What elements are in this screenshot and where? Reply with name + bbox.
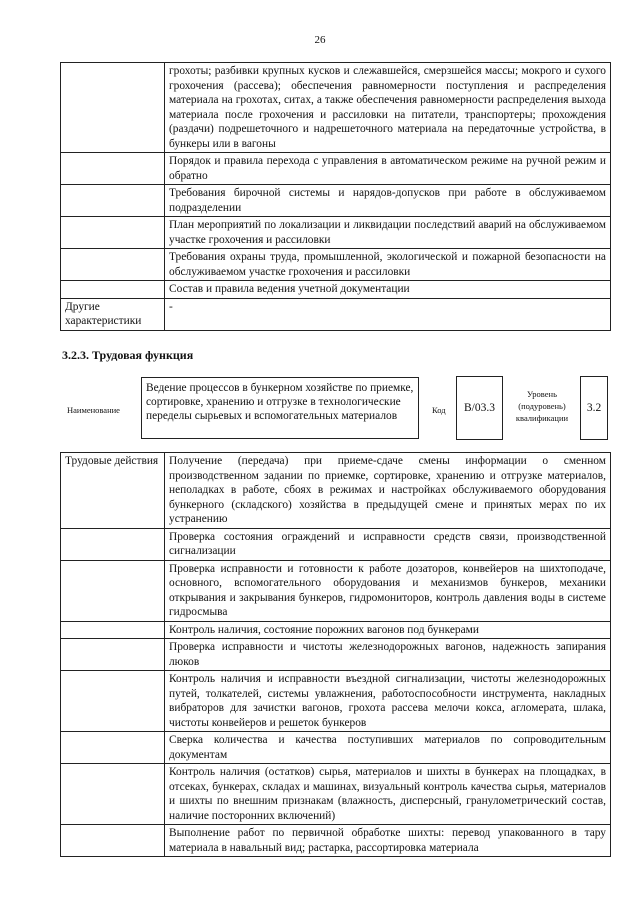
- table-row: [61, 249, 611, 281]
- row-label: [61, 249, 165, 281]
- table-row: [61, 217, 611, 249]
- qualification-level-label: Уровень (подуровень) квалификации: [515, 389, 569, 423]
- row-label-empty: [61, 825, 165, 857]
- action-text: Контроль наличия и исправности въездной сигнализации, чистоты железнодорожных путей, толкателей, системы увлажнения, работоспособности инструмента, накладных вибраторов для зачистки вагонов, грохота рассева мелочи кокса, агломерата, шлака, чистоты конвейеров и решеток бункеров: [165, 671, 611, 732]
- action-text: Контроль наличия (остатков) сырья, материалов и шихты в бункерах на площадках, в отсеках, бункерах, складах и машинах, визуальный контроль качества сырья, материалов и шихты по внешним признакам (влажность, дисперсный, гранулометрический состав, наличие посторонних включений): [165, 764, 611, 825]
- action-text: Проверка исправности и готовности к работе дозаторов, конвейеров на шихтоподаче, основного, вспомогательного оборудования и механизмов бункеров, механики открывания и закрывания бункеров, гидромониторов, контроль давления воды в системе гидросмыва: [165, 560, 611, 621]
- table-row: [61, 621, 611, 639]
- table-row: [61, 764, 611, 825]
- continued-requirements-table: [60, 62, 611, 331]
- row-label-empty: [61, 764, 165, 825]
- table-row: [61, 453, 611, 529]
- row-label-empty: [61, 732, 165, 764]
- section-title: 3.2.3. Трудовая функция: [62, 348, 194, 362]
- row-text: Требования бирочной системы и нарядов-допусков при работе в обслуживаемом подразделении: [165, 185, 611, 217]
- table-row: [61, 560, 611, 621]
- table-row: [61, 639, 611, 671]
- table-row: [61, 63, 611, 153]
- row-text: Требования охраны труда, промышленной, экологической и пожарной безопасности на обслуживаемом участке грохочения и рассиловки: [165, 249, 611, 281]
- row-text: Состав и правила ведения учетной документации: [165, 281, 611, 299]
- row-text: План мероприятий по локализации и ликвидации последствий аварий на обслуживаемом участке грохочения и рассиловки: [165, 217, 611, 249]
- table-row: [61, 528, 611, 560]
- row-label: [61, 63, 165, 153]
- labor-actions-label: Трудовые действия: [61, 453, 165, 529]
- table-row: [61, 671, 611, 732]
- row-label: [61, 281, 165, 299]
- table-row: [61, 732, 611, 764]
- action-text: Контроль наличия, состояние порожних вагонов под бункерами: [165, 621, 611, 639]
- action-text: Выполнение работ по первичной обработке шихты: перевод упакованного в тару материала в навальный вид; растарка, рассортировка материала: [165, 825, 611, 857]
- row-label: Другие характеристики: [61, 298, 165, 330]
- row-label-empty: [61, 621, 165, 639]
- row-label-empty: [61, 639, 165, 671]
- row-text: грохоты; разбивки крупных кусков и слежавшейся, смерзшейся массы; мокрого и сухого грохочения (рассева); обеспечения равномерности поступления и распределения материала на грохотах, ситах, а также обеспечения равномерности распределения выхода материала после грохочения и рассиловки на питатели, транспортеры; прохождения (раздачи) подрешеточного и надрешеточного материала на передаточные устройства, в бункеры или в вагоны: [165, 63, 611, 153]
- row-label-empty: [61, 560, 165, 621]
- row-label: [61, 217, 165, 249]
- action-text: Проверка состояния ограждений и исправности средств связи, производственной сигнализации: [165, 528, 611, 560]
- qualification-level-value: 3.2: [580, 376, 608, 440]
- action-text: Сверка количества и качества поступивших материалов по сопроводительным документам: [165, 732, 611, 764]
- page-number: 26: [314, 34, 326, 46]
- code-value: В/03.3: [456, 376, 503, 440]
- code-label: Код: [432, 405, 446, 415]
- table-row: [61, 298, 611, 330]
- table-row: [61, 825, 611, 857]
- table-row: [61, 185, 611, 217]
- row-text: -: [165, 298, 611, 330]
- table-row: [61, 281, 611, 299]
- row-text: Порядок и правила перехода с управления в автоматическом режиме на ручной режим и обратно: [165, 153, 611, 185]
- row-label-empty: [61, 671, 165, 732]
- action-text: Получение (передача) при приеме-сдаче смены информации о сменном производственном задании по приемке, сортировке, хранению и отгрузке материалов, неполадках в работе, сбоях в режимах и настройках обслуживаемого оборудования бункерного (складского) хозяйства в предыдущей смене и принятых мерах по их устранению: [165, 453, 611, 529]
- labor-actions-table: [60, 452, 611, 857]
- function-name-value: Ведение процессов в бункерном хозяйстве по приемке, сортировке, хранению и отгрузке в технологические переделы сырьевых и вспомогательных материалов: [141, 377, 419, 439]
- name-label: Наименование: [67, 405, 120, 415]
- table-row: [61, 153, 611, 185]
- row-label-empty: [61, 528, 165, 560]
- row-label: [61, 153, 165, 185]
- action-text: Проверка исправности и чистоты железнодорожных вагонов, надежность запирания люков: [165, 639, 611, 671]
- row-label: [61, 185, 165, 217]
